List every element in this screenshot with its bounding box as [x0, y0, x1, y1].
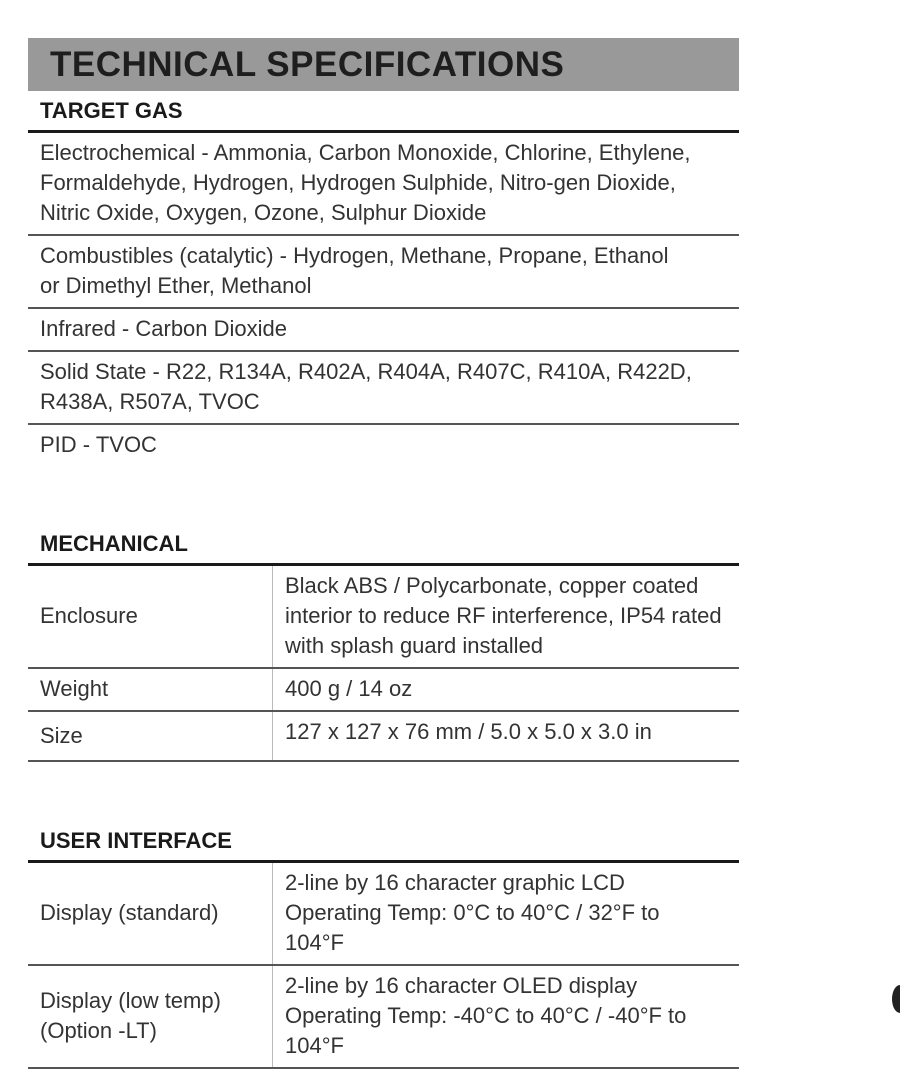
gas-row-solid-state: Solid State - R22, R134A, R402A, R404A, R407C, R410A, R422D, R438A, R507A, TVOC — [28, 352, 739, 425]
page-title: TECHNICAL SPECIFICATIONS — [50, 44, 565, 84]
section-heading-user-interface: USER INTERFACE — [28, 818, 739, 863]
section-heading-mechanical: MECHANICAL — [28, 519, 739, 566]
spec-row-display-low-temp — [28, 966, 739, 1069]
spec-value: Black ABS / Polycarbonate, copper coated interior to reduce RF interference, IP54 rated with splash guard installed — [285, 573, 722, 658]
spec-sheet — [28, 38, 739, 1069]
spec-label: Size — [28, 712, 273, 760]
spec-value: 2-line by 16 character graphic LCD Operating Temp: 0°C to 40°C / 32°F to 104°F — [285, 870, 660, 955]
title-bar — [28, 38, 739, 91]
edge-mark — [892, 985, 900, 1013]
spec-row-enclosure — [28, 566, 739, 669]
spec-value: 127 x 127 x 76 mm / 5.0 x 5.0 x 3.0 in — [285, 719, 652, 744]
spec-value: 400 g / 14 oz — [285, 676, 413, 701]
gas-row-combustibles: Combustibles (catalytic) - Hydrogen, Methane, Propane, Ethanol or Dimethyl Ether, Methanol — [28, 236, 739, 309]
spec-value: 2-line by 16 character OLED display Operating Temp: -40°C to 40°C / -40°F to 104°F — [285, 973, 687, 1058]
spec-label: Enclosure — [28, 566, 273, 667]
gas-row-infrared: Infrared - Carbon Dioxide — [28, 309, 739, 352]
spec-label: Weight — [28, 669, 273, 710]
spec-row-size — [28, 712, 739, 762]
spec-row-display-standard — [28, 863, 739, 966]
spec-label: Display (standard) — [28, 863, 273, 964]
spec-label: Display (low temp) (Option -LT) — [28, 966, 273, 1067]
spec-row-weight — [28, 669, 739, 712]
section-heading-target-gas: TARGET GAS — [28, 91, 739, 133]
gas-row-pid: PID - TVOC — [40, 432, 157, 457]
gas-row-electrochemical: Electrochemical - Ammonia, Carbon Monoxide, Chlorine, Ethylene, Formaldehyde, Hydrogen, Hydrogen Sulphide, Nitro-gen Dioxide, Nitric Oxide, Oxygen, Ozone, Sulphur Dioxide — [28, 133, 739, 236]
